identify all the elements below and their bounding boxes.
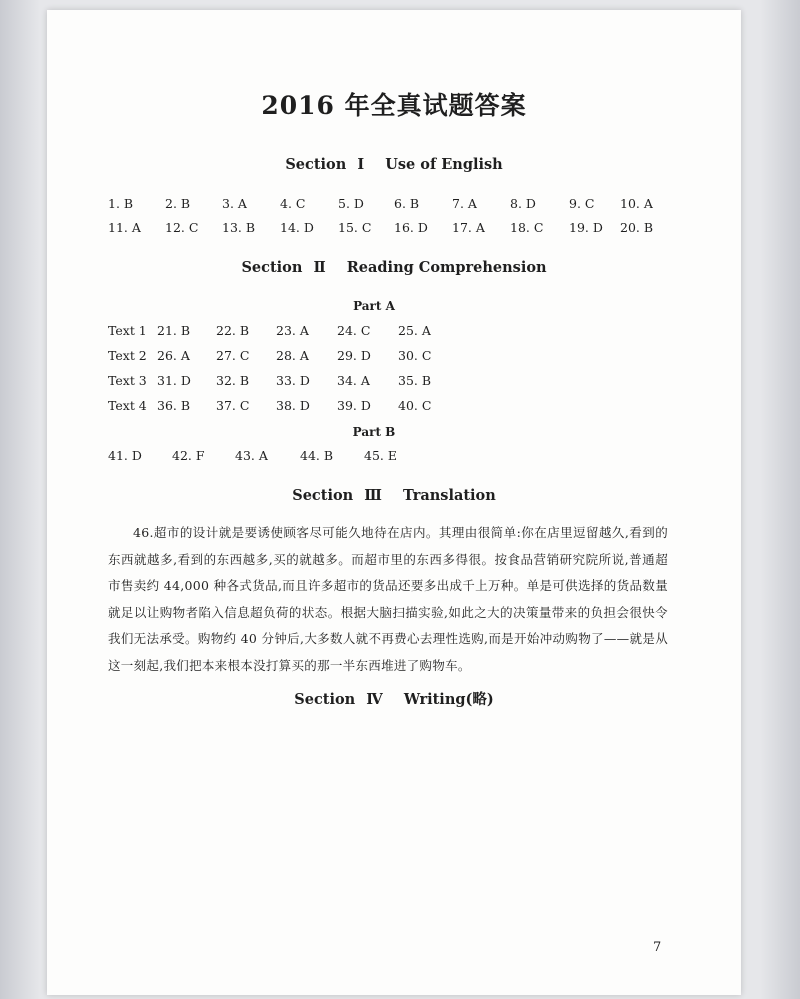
answer-4: 4. C bbox=[280, 196, 306, 211]
section-label: Section bbox=[285, 156, 347, 173]
answer-37: 37. C bbox=[216, 398, 250, 413]
section-1-heading bbox=[47, 156, 741, 173]
section-label: Section bbox=[292, 487, 354, 504]
answer-34: 34. A bbox=[337, 373, 370, 388]
answer-7: 7. A bbox=[452, 196, 477, 211]
part-a-heading: Part A bbox=[353, 299, 395, 313]
text-label: Text 4 bbox=[108, 398, 147, 413]
document-page bbox=[47, 10, 741, 995]
answer-9: 9. C bbox=[569, 196, 595, 211]
section-name: Use of English bbox=[385, 156, 503, 173]
answer-24: 24. C bbox=[337, 323, 371, 338]
answer-32: 32. B bbox=[216, 373, 250, 388]
page-number: 7 bbox=[653, 940, 662, 955]
answer-11: 11. A bbox=[108, 220, 141, 235]
answer-35: 35. B bbox=[398, 373, 432, 388]
answer-18: 18. C bbox=[510, 220, 544, 235]
answer-10: 10. A bbox=[620, 196, 653, 211]
answer-12: 12. C bbox=[165, 220, 199, 235]
answer-26: 26. A bbox=[157, 348, 190, 363]
answer-19: 19. D bbox=[569, 220, 603, 235]
answer-5: 5. D bbox=[338, 196, 364, 211]
answer-17: 17. A bbox=[452, 220, 485, 235]
section-3-heading bbox=[47, 487, 741, 504]
text-label: Text 3 bbox=[108, 373, 147, 388]
section-roman: Ⅳ bbox=[366, 691, 383, 708]
section-roman: Ⅰ bbox=[357, 156, 365, 173]
answer-14: 14. D bbox=[280, 220, 314, 235]
answer-38: 38. D bbox=[276, 398, 310, 413]
answer-44: 44. B bbox=[300, 448, 334, 463]
answer-42: 42. F bbox=[172, 448, 205, 463]
answer-15: 15. C bbox=[338, 220, 372, 235]
answer-16: 16. D bbox=[394, 220, 428, 235]
answer-1: 1. B bbox=[108, 196, 134, 211]
answer-2: 2. B bbox=[165, 196, 191, 211]
answer-36: 36. B bbox=[157, 398, 191, 413]
answer-33: 33. D bbox=[276, 373, 310, 388]
answer-3: 3. A bbox=[222, 196, 247, 211]
answer-25: 25. A bbox=[398, 323, 431, 338]
section-2-heading bbox=[47, 259, 741, 276]
text-label: Text 1 bbox=[108, 323, 147, 338]
section-label: Section bbox=[294, 691, 356, 708]
section-name: Writing(略) bbox=[403, 691, 494, 708]
answer-30: 30. C bbox=[398, 348, 432, 363]
answer-8: 8. D bbox=[510, 196, 536, 211]
answer-23: 23. A bbox=[276, 323, 309, 338]
section-4-heading bbox=[47, 688, 741, 709]
section-name: Reading Comprehension bbox=[346, 259, 547, 276]
section-name: Translation bbox=[402, 487, 496, 504]
answer-27: 27. C bbox=[216, 348, 250, 363]
answer-43: 43. A bbox=[235, 448, 268, 463]
part-b-heading: Part B bbox=[352, 425, 396, 439]
answer-31: 31. D bbox=[157, 373, 191, 388]
section-label: Section bbox=[241, 259, 303, 276]
answer-21: 21. B bbox=[157, 323, 191, 338]
answer-40: 40. C bbox=[398, 398, 432, 413]
answer-45: 45. E bbox=[364, 448, 397, 463]
answer-39: 39. D bbox=[337, 398, 371, 413]
text-label: Text 2 bbox=[108, 348, 147, 363]
answer-41: 41. D bbox=[108, 448, 142, 463]
translation-answer: 46.超市的设计就是要诱使顾客尽可能久地待在店内。其理由很简单:你在店里逗留越久,看到的东西就越多,看到的东西越多,买的就越多。而超市里的东西多得很。按食品营销研究院所说,普通超市售卖约 44,000 种各式货品,而且许多超市的货品还要多出成千上万种。单是可供选择的货品数量就足以让购物者陷入信息超负荷的状态。根据大脑扫描实验,如此之大的决策量带来的负担会很快令我们无法承受。购物约 40 分钟后,大多数人就不再费心去理性选购,而是开始冲动购物了——就是从这一刻起,我们把本来根本没打算买的那一半东西堆进了购物车。 bbox=[108, 525, 668, 673]
answer-6: 6. B bbox=[394, 196, 420, 211]
answer-13: 13. B bbox=[222, 220, 256, 235]
answer-20: 20. B bbox=[620, 220, 654, 235]
section-roman: Ⅱ bbox=[313, 259, 326, 276]
answer-29: 29. D bbox=[337, 348, 371, 363]
answer-22: 22. B bbox=[216, 323, 250, 338]
answer-28: 28. A bbox=[276, 348, 309, 363]
page-title: 2016 年全真试题答案 bbox=[261, 91, 527, 120]
section-roman: Ⅲ bbox=[364, 487, 382, 504]
